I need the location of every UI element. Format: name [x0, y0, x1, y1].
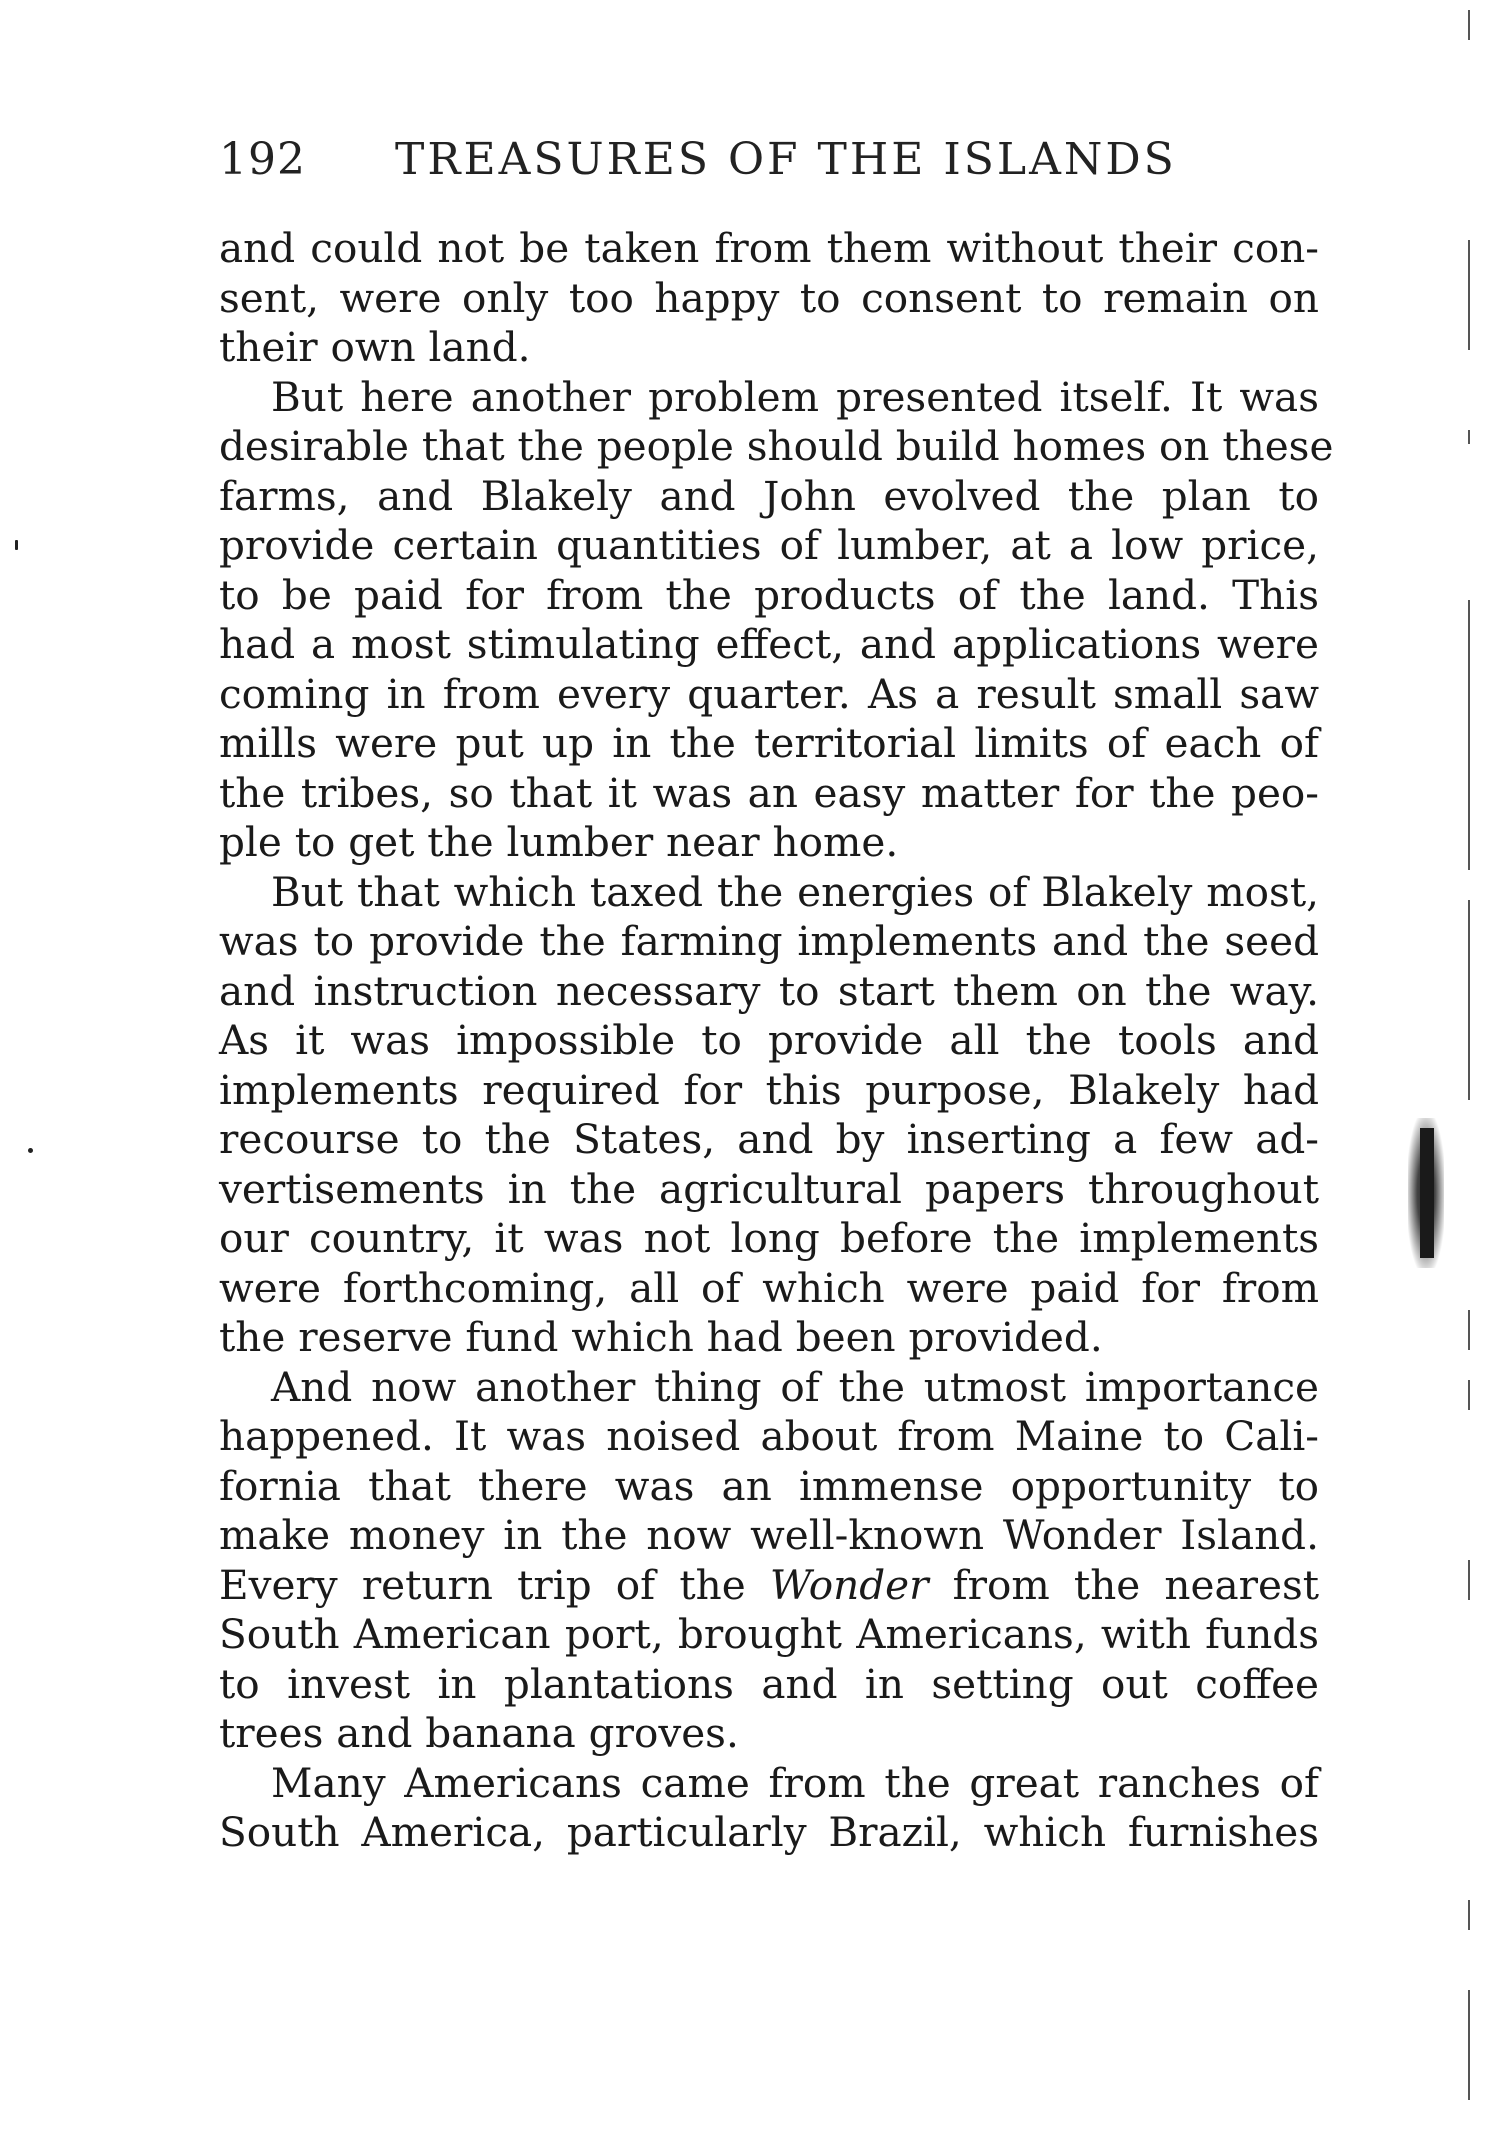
text-segment: Every return trip of the [219, 1560, 746, 1609]
scan-edge-mark [1468, 900, 1470, 1100]
text-line: recourse to the States, and by inserting a few ad- [219, 1115, 1319, 1163]
scan-edge-mark [1468, 1310, 1470, 1350]
text-line: their own land. [219, 323, 531, 371]
text-line: the tribes, so that it was an easy matter for the peo- [219, 768, 1319, 817]
text-line: provide certain quantities of lumber, at a low price, [219, 521, 1319, 569]
scan-edge-mark [1468, 430, 1470, 444]
text-line: South American port, brought Americans, with funds [219, 1610, 1319, 1658]
text-line: were forthcoming, all of which were paid for from [219, 1263, 1319, 1312]
text-line: vertisements in the agricultural papers throughout [219, 1164, 1319, 1213]
scan-speck [15, 540, 18, 550]
ship-name-italic: Wonder [769, 1560, 929, 1609]
text-line: make money in the now well-known Wonder Island. [219, 1511, 1319, 1559]
page-header [219, 134, 1319, 194]
text-line: sent, were only too happy to consent to remain on [219, 273, 1319, 322]
text-line: trees and banana groves. [219, 1709, 739, 1757]
text-line: happened. It was noised about from Maine to Cali- [219, 1412, 1319, 1460]
text-segment: from the nearest [952, 1560, 1320, 1609]
scan-edge-mark [1468, 1560, 1470, 1600]
text-line: coming in from every quarter. As a result small saw [219, 669, 1319, 718]
scan-edge-mark [1468, 1990, 1470, 2100]
scan-speck [28, 1148, 33, 1153]
text-line: fornia that there was an immense opportunity to [219, 1461, 1319, 1510]
text-line: But that which taxed the energies of Blakely most, [271, 867, 1319, 916]
text-line: ple to get the lumber near home. [219, 818, 899, 866]
text-line: to be paid for from the products of the land. This [219, 570, 1319, 619]
text-line: mills were put up in the territorial limits of each of [219, 719, 1319, 767]
text-line: and instruction necessary to start them on the way. [219, 966, 1319, 1015]
text-line: had a most stimulating effect, and applications were [219, 620, 1319, 668]
scan-edge-mark [1468, 1900, 1470, 1930]
page-number: 192 [219, 134, 306, 185]
running-title: TREASURES OF THE ISLANDS [394, 134, 1177, 185]
scan-edge-mark [1468, 10, 1470, 40]
text-line: and could not be taken from them without their con- [219, 224, 1319, 272]
text-line: the reserve fund which had been provided. [219, 1313, 1103, 1361]
text-line: Many Americans came from the great ranches of [271, 1758, 1319, 1807]
ink-blot-core [1420, 1128, 1434, 1258]
scan-edge-mark [1468, 240, 1470, 350]
text-line: our country, it was not long before the implements [219, 1214, 1319, 1262]
text-line: to invest in plantations and in setting out coffee [219, 1659, 1319, 1708]
text-line: But here another problem presented itself. It was [271, 372, 1319, 421]
text-line: implements required for this purpose, Blakely had [219, 1065, 1319, 1114]
scan-edge-mark [1468, 600, 1470, 870]
scan-edge-mark [1468, 1380, 1470, 1410]
text-line: was to provide the farming implements and the seed [219, 917, 1319, 965]
text-line: desirable that the people should build homes on these [219, 422, 1334, 470]
text-line: South America, particularly Brazil, which furnishes [219, 1808, 1319, 1856]
text-line-with-italic [219, 1561, 1319, 1611]
text-line: As it was impossible to provide all the tools and [219, 1016, 1319, 1064]
text-line: And now another thing of the utmost importance [271, 1362, 1319, 1411]
body-text [219, 224, 1334, 1858]
text-line: farms, and Blakely and John evolved the plan to [219, 471, 1319, 520]
